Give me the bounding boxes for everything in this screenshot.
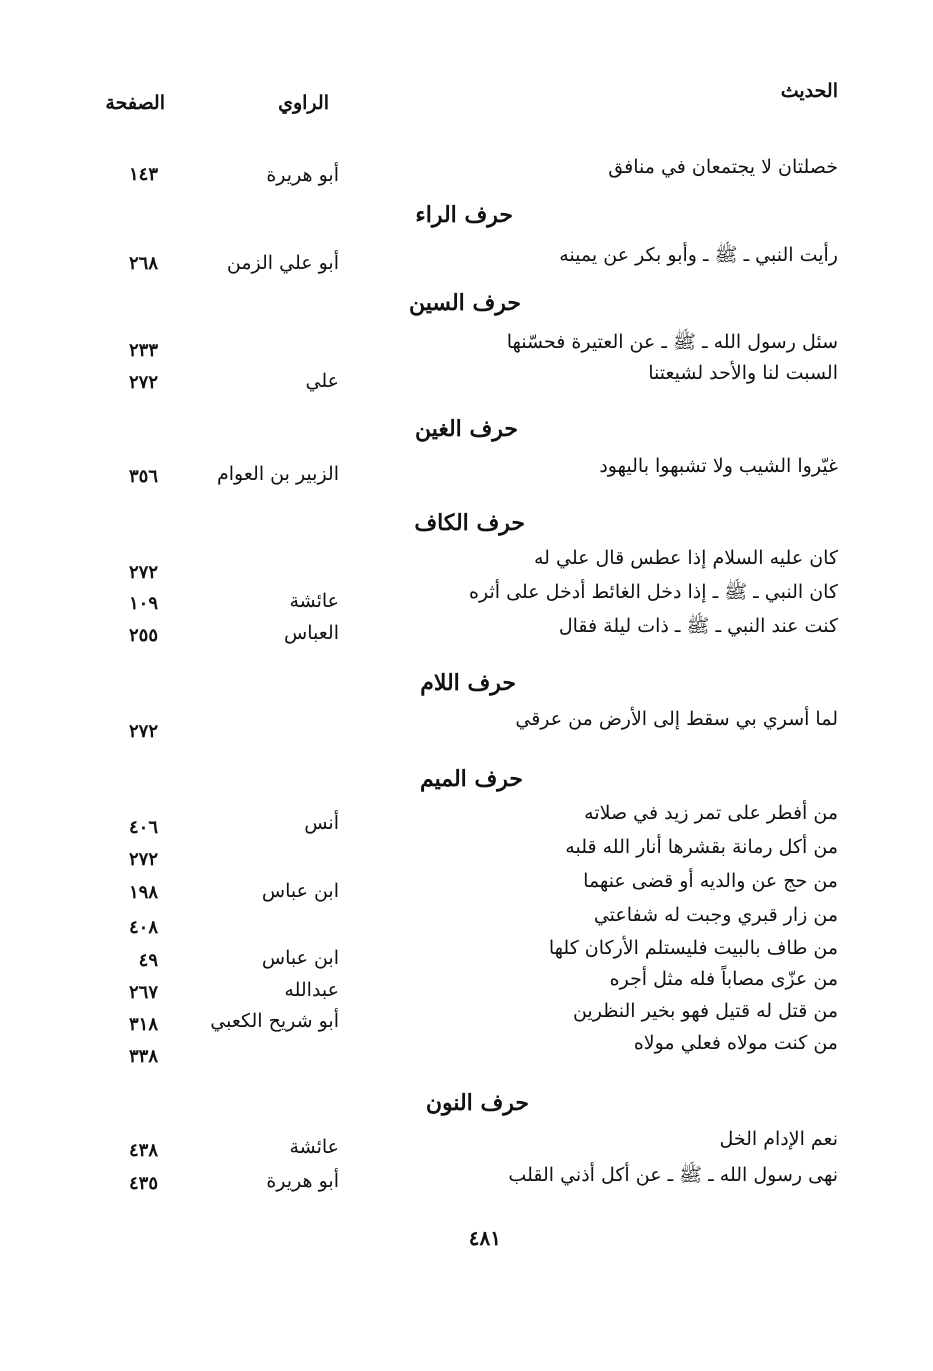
hadith-entry: غيّروا الشيب ولا تشبهوا باليهود	[599, 455, 838, 477]
hadith-entry: كان عليه السلام إذا عطس قال علي له	[533, 547, 838, 569]
hadith-entry: كان النبي ـ ﷺ ـ إذا دخل الغائط أدخل على أثره	[469, 581, 838, 603]
page-reference: ٢٧٢	[128, 849, 158, 870]
page-reference: ٣٣٨	[128, 1046, 158, 1067]
narrator-entry: أبو هريرة	[266, 164, 339, 186]
hadith-entry: السبت لنا والأحد لشيعتنا	[648, 362, 838, 384]
letter-heading: حرف الميم	[419, 766, 523, 792]
page-reference: ٢٧٢	[128, 562, 158, 583]
page-reference: ١٩٨	[128, 882, 158, 903]
letter-heading: حرف النون	[425, 1090, 529, 1116]
page-reference: ٤٠٨	[128, 917, 158, 938]
hadith-entry: نهى رسول الله ـ ﷺ ـ عن أكل أذني القلب	[508, 1164, 838, 1186]
page-reference: ٢٦٧	[128, 982, 158, 1003]
narrator-entry: العباس	[284, 622, 339, 644]
page-reference: ٢٧٢	[128, 721, 158, 742]
narrator-entry: ابن عباس	[261, 880, 339, 902]
page-column-header: الصفحة	[105, 92, 165, 114]
page-reference: ٤٠٦	[128, 817, 158, 838]
narrator-entry: ابن عباس	[261, 947, 339, 969]
hadith-entry: من أفطر على تمر زيد في صلاته	[584, 802, 838, 824]
narrator-column-header: الراوي	[278, 92, 329, 114]
page-reference: ٢٥٥	[128, 625, 158, 646]
page-reference: ٣١٨	[128, 1014, 158, 1035]
hadith-entry: سئل رسول الله ـ ﷺ ـ عن العتيرة فحسّنها	[506, 331, 838, 353]
narrator-entry: عائشة	[289, 590, 339, 612]
letter-heading: حرف السين	[408, 290, 521, 316]
hadith-entry: لما أسري بي سقط إلى الأرض من عرقي	[515, 708, 838, 730]
hadith-entry: من طاف بالبيت فليستلم الأركان كلها	[548, 937, 838, 959]
page-reference: ٤٣٥	[128, 1173, 158, 1194]
narrator-entry: عبدالله	[284, 979, 339, 1001]
page-reference: ٤٣٨	[128, 1140, 158, 1161]
narrator-entry: أبو شريح الكعبي	[210, 1010, 339, 1032]
narrator-entry: الزبير بن العوام	[217, 463, 339, 485]
letter-heading: حرف الراء	[415, 202, 513, 228]
hadith-entry: من أكل رمانة بقشرها أنار الله قلبه	[565, 836, 838, 858]
narrator-entry: علي	[305, 370, 339, 392]
page-reference: ٢٣٣	[128, 340, 158, 361]
narrator-entry: عائشة	[289, 1136, 339, 1158]
page-reference: ١٤٣	[128, 164, 158, 185]
letter-heading: حرف الكاف	[414, 510, 525, 536]
narrator-entry: أبو علي الزمن	[226, 252, 339, 274]
hadith-entry: رأيت النبي ـ ﷺ ـ وأبو بكر عن يمينه	[559, 244, 838, 266]
hadith-entry: من زار قبري وجبت له شفاعتي	[593, 904, 838, 926]
hadith-entry: من عزّى مصاباً فله مثل أجره	[609, 968, 838, 990]
hadith-entry: من حج عن والديه أو قضى عنهما	[583, 870, 838, 892]
hadith-entry: من قتل له قتيل فهو بخير النظرين	[572, 1000, 838, 1022]
hadith-entry: خصلتان لا يجتمعان في منافق	[608, 156, 838, 178]
hadith-entry: من كنت مولاه فعلي مولاه	[633, 1032, 838, 1054]
page-reference: ٢٦٨	[128, 253, 158, 274]
hadith-column-header: الحديث	[780, 80, 838, 102]
hadith-entry: كنت عند النبي ـ ﷺ ـ ذات ليلة فقال	[558, 615, 838, 637]
page-reference: ٤٩	[138, 950, 158, 971]
page-reference: ٣٥٦	[128, 466, 158, 487]
narrator-entry: أنس	[304, 812, 339, 834]
letter-heading: حرف الغين	[414, 416, 518, 442]
letter-heading: حرف اللام	[420, 670, 516, 696]
hadith-entry: نعم الإدام الخل	[719, 1128, 838, 1150]
page-reference: ١٠٩	[128, 593, 158, 614]
narrator-entry: أبو هريرة	[266, 1170, 339, 1192]
page-number: ٤٨١	[468, 1226, 501, 1250]
page-reference: ٢٧٢	[128, 372, 158, 393]
